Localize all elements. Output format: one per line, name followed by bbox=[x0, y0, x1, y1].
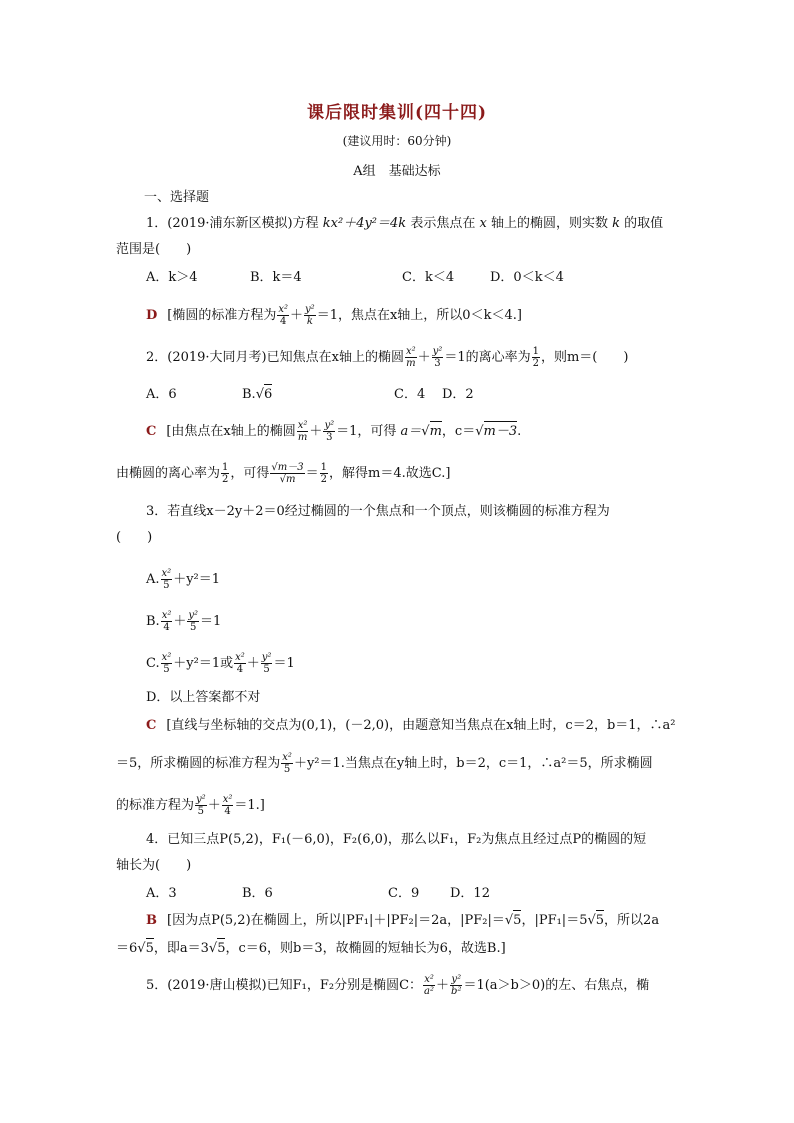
q2-explanation-2: 由椭圆的离心率为 $\frac{1}{2}$ ，可得 $\frac{√m-3}{√m}$ ＝ $\frac{1}{2}$ ，解得m＝4.故选C.] bbox=[116, 462, 451, 485]
group-heading: A组 基础达标 bbox=[353, 164, 441, 179]
q5-stem: 5．(2019·唐山模拟)已知F₁，F₂分别是椭圆C： $\frac{\text{x²}}{\text{a²}}$ ＋ $\frac{\text{y²}}{\text{b²}}$ ＝1(a＞b＞0)的左、右焦点，椭 bbox=[146, 974, 650, 997]
page-title: 课后限时集训(四十四) bbox=[306, 103, 488, 123]
q1-option-c: C．k＜4 bbox=[402, 270, 455, 285]
q4-options bbox=[146, 884, 490, 904]
q3-option-b: B. $\frac{\text{x²}}{4}$ ＋ $\frac{\text{y²}}{5}$ ＝1 bbox=[146, 610, 222, 633]
q4-option-b: B．6 bbox=[242, 886, 273, 901]
q2-explanation-1: C [由焦点在x轴上的椭圆 $\frac{\text{x²}}{m}$ ＋ $\frac{\text{y²}}{3}$ ＝1，可得 a＝√m，c＝√m－3. bbox=[146, 420, 522, 443]
q3-explanation-2: ＝5，所求椭圆的标准方程为 $\frac{\text{x²}}{5}$ ＋y²＝1.当焦点在y轴上时，b＝2，c＝1，∴a²＝5，所求椭圆 bbox=[116, 752, 653, 775]
q4-option-d: D．12 bbox=[450, 886, 490, 901]
q1-stem: 1．(2019·浦东新区模拟)方程 kx²＋4y²＝4k 表示焦点在 x 轴上的椭圆，则实数 k 的取值 bbox=[146, 216, 664, 231]
suggested-time: (建议用时：60分钟) bbox=[342, 134, 452, 148]
q3-answer: C bbox=[146, 718, 157, 733]
q3-option-a: A. $\frac{\text{x²}}{5}$ ＋y²＝1 bbox=[146, 568, 221, 591]
q2-answer: C bbox=[146, 424, 157, 439]
q3-stem: 3．若直线x－2y＋2＝0经过椭圆的一个焦点和一个顶点，则该椭圆的标准方程为 bbox=[146, 504, 610, 519]
q1-options bbox=[146, 268, 564, 288]
q4-stem-cont: 轴长为( ) bbox=[116, 858, 192, 873]
q1-answer: D bbox=[146, 308, 158, 323]
q1-stem-cont: 范围是( ) bbox=[116, 242, 192, 257]
q4-option-c: C．9 bbox=[388, 886, 420, 901]
q4-explanation-1: B [因为点P(5,2)在椭圆上，所以|PF₁|＋|PF₂|＝2a，|PF₂|＝√5，|PF₁|＝5√5，所以2a bbox=[146, 910, 659, 931]
q1-option-b: B．k＝4 bbox=[250, 270, 302, 285]
q4-explanation-2: ＝6√5，即a＝3√5，c＝6，则b＝3，故椭圆的短轴长为6，故选B.] bbox=[116, 938, 506, 959]
q3-option-d: D．以上答案都不对 bbox=[146, 690, 261, 705]
q3-explanation-1: C [直线与坐标轴的交点为(0,1)，(－2,0)，由题意知当焦点在x轴上时，c＝2，b＝1，∴a² bbox=[146, 718, 676, 733]
q3-explanation-3: 的标准方程为 $\frac{\text{y²}}{5}$ ＋ $\frac{\text{x²}}{4}$ ＝1.] bbox=[116, 794, 265, 817]
q2-stem: 2．(2019·大同月考)已知焦点在x轴上的椭圆 $\frac{\text{x²}}{m}$ ＋ $\frac{\text{y²}}{3}$ ＝1的离心率为 $\frac{1}{2}$ ，则m＝( ) bbox=[146, 346, 629, 369]
section-heading: 一、选择题 bbox=[144, 190, 210, 205]
q2-option-d: D．2 bbox=[442, 387, 474, 402]
q1-option-d: D．0＜k＜4 bbox=[490, 270, 564, 285]
q2-option-b: B.√6 bbox=[242, 384, 394, 405]
q2-option-c: C．4 bbox=[394, 387, 426, 402]
q4-stem: 4．已知三点P(5,2)，F₁(－6,0)，F₂(6,0)，那么以F₁，F₂为焦点且经过点P的椭圆的短 bbox=[146, 832, 647, 847]
q3-stem-cont: ( ) bbox=[116, 530, 153, 545]
q2-options bbox=[146, 384, 474, 405]
q4-answer: B bbox=[146, 913, 157, 928]
q1-explanation: D [椭圆的标准方程为 $\frac{\text{x²}}{4}$ ＋ $\frac{\text{y²}}{k}$ ＝1，焦点在x轴上，所以0＜k＜4.] bbox=[146, 304, 522, 327]
q3-option-c: C. $\frac{\text{x²}}{5}$ ＋y²＝1或 $\frac{\text{x²}}{4}$ ＋ $\frac{\text{y²}}{5}$ ＝1 bbox=[146, 652, 295, 675]
q2-option-a: A．6 bbox=[146, 387, 177, 402]
q4-option-a: A．3 bbox=[146, 886, 177, 901]
q1-option-a: A．k＞4 bbox=[146, 270, 198, 285]
